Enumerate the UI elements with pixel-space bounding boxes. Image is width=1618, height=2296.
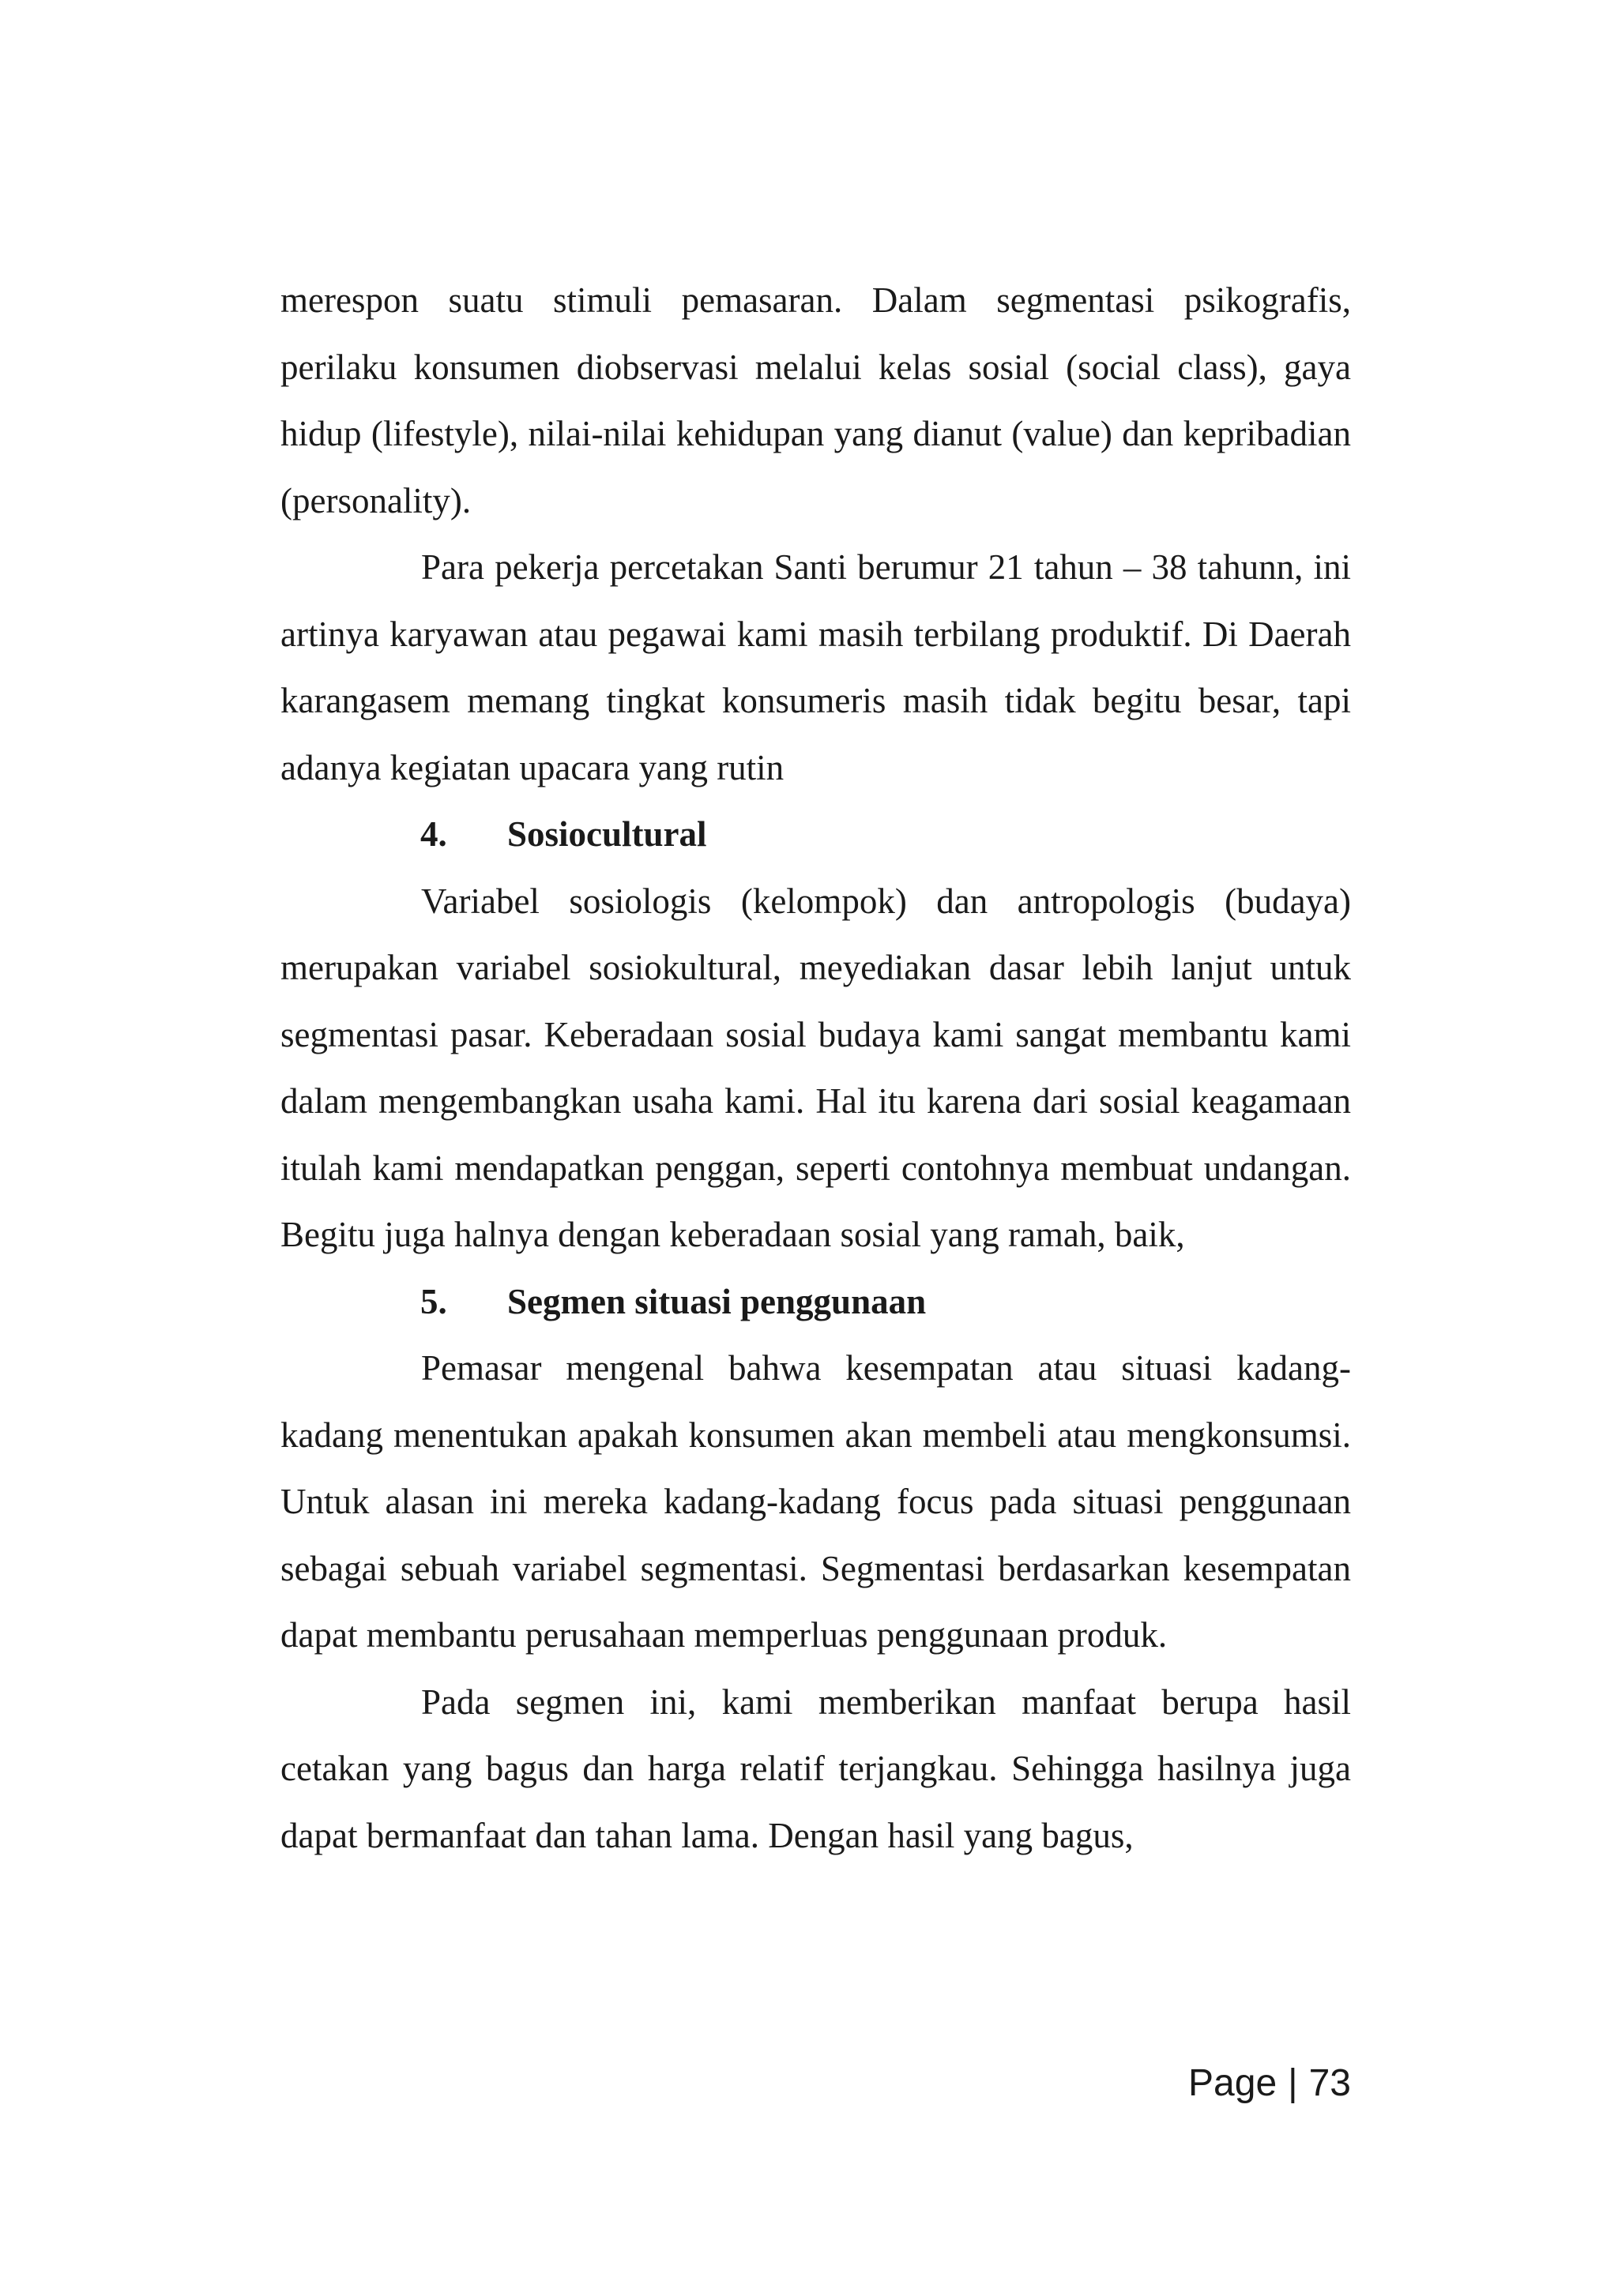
heading-title: Sosiocultural: [507, 814, 707, 854]
page-separator: |: [1288, 2062, 1298, 2104]
page-number-footer: [1188, 2061, 1351, 2105]
paragraph-psikografis: merespon suatu stimuli pemasaran. Dalam segmentasi psikografis, perilaku konsumen diobservasi melalui kelas sosial (social class), gaya hidup (lifestyle), nilai-nilai kehidupan yang dianut (value) dan kepribadian (personality).: [280, 280, 1351, 520]
page-label: Page: [1188, 2062, 1277, 2104]
heading-number: 5.: [420, 1281, 447, 1321]
heading-title: Segmen situasi penggunaan: [507, 1281, 927, 1321]
heading-number: 4.: [420, 814, 447, 854]
heading-segmen-situasi: [280, 1268, 1351, 1336]
paragraph-sosiokultural: Variabel sosiologis (kelompok) dan antropologis (budaya) merupakan variabel sosiokultural, meyediakan dasar lebih lanjut untuk segmentasi pasar. Keberadaan sosial budaya kami sangat membantu kami dalam mengembangkan usaha kami. Hal itu karena dari sosial keagamaan itulah kami mendapatkan penggan, seperti contohnya membuat undangan. Begitu juga halnya dengan keberadaan sosial yang ramah, baik,: [280, 881, 1351, 1254]
paragraph-manfaat: Pada segmen ini, kami memberikan manfaat berupa hasil cetakan yang bagus dan harga relatif terjangkau. Sehingga hasilnya juga dapat bermanfaat dan tahan lama. Dengan hasil yang bagus,: [280, 1682, 1351, 1855]
page-number: 73: [1308, 2062, 1351, 2104]
heading-sosiocultural: [280, 801, 1351, 868]
page-body: [280, 267, 1351, 1869]
paragraph-pekerja: Para pekerja percetakan Santi berumur 21 tahun – 38 tahunn, ini artinya karyawan atau pegawai kami masih terbilang produktif. Di Daerah karangasem memang tingkat konsumeris masih tidak begitu besar, tapi adanya kegiatan upacara yang rutin: [280, 547, 1351, 787]
paragraph-situasi-penggunaan: Pemasar mengenal bahwa kesempatan atau situasi kadang-kadang menentukan apakah konsumen akan membeli atau mengkonsumsi. Untuk alasan ini mereka kadang-kadang focus pada situasi penggunaan sebagai sebuah variabel segmentasi. Segmentasi berdasarkan kesempatan dapat membantu perusahaan memperluas penggunaan produk.: [280, 1348, 1351, 1655]
